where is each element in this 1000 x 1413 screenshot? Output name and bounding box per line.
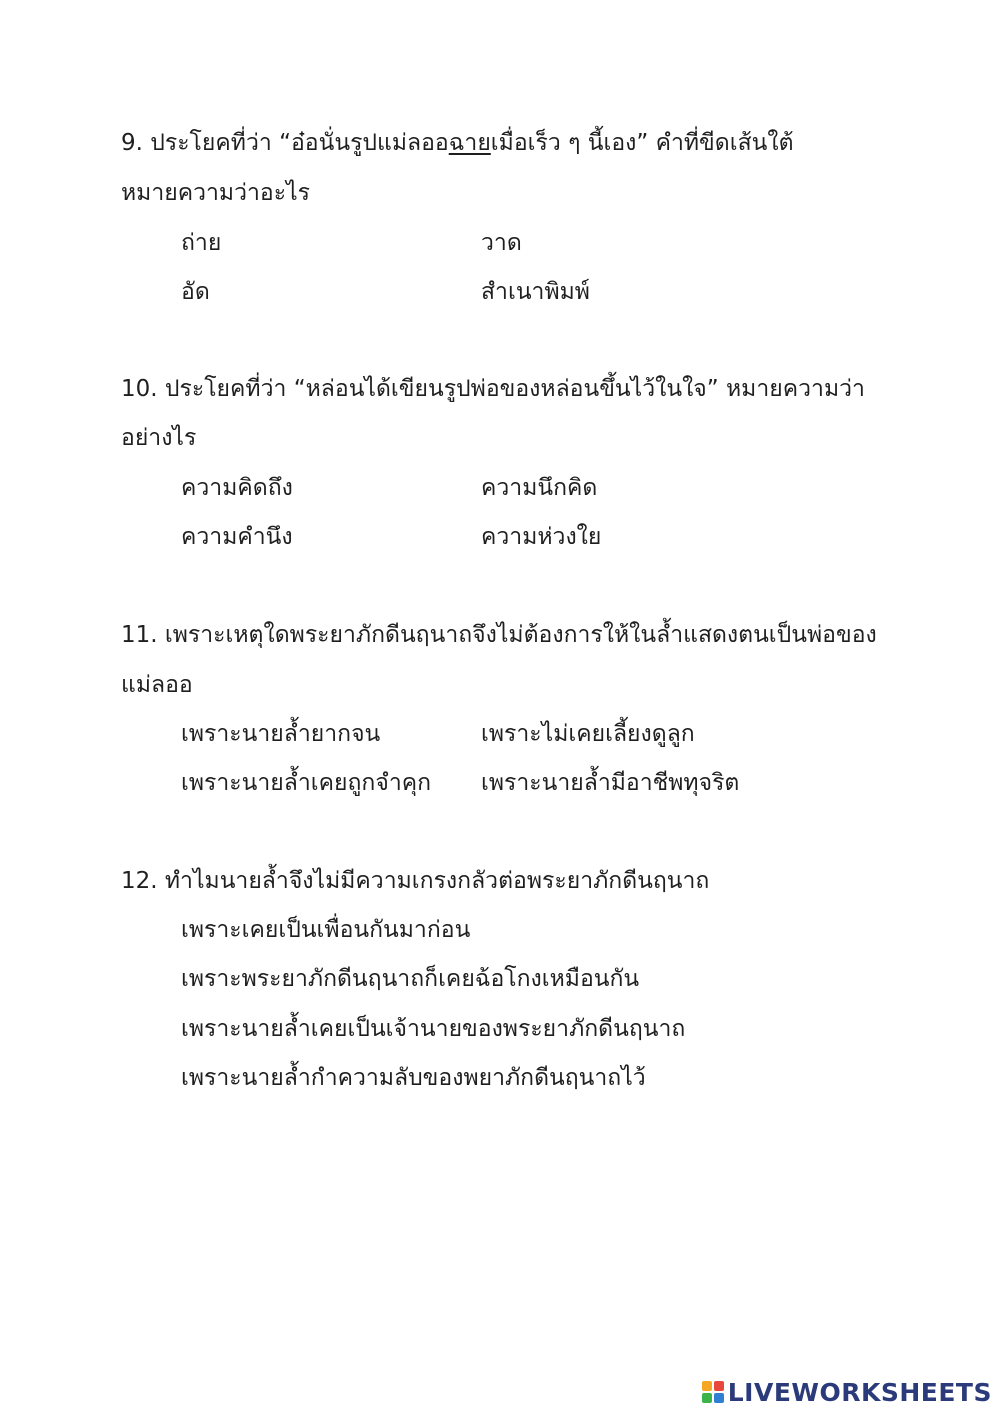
question-11-stem-line2: แม่ลออ xyxy=(121,672,193,698)
question-11-stem-line1: 11. เพราะเหตุใดพระยาภักดีนฤนาถจึงไม่ต้องการให้ในล้ำแสดงตนเป็นพ่อของ xyxy=(121,622,877,648)
q9-option-2: วาด xyxy=(481,230,522,256)
q9-option-4: สำเนาพิมพ์ xyxy=(481,279,590,305)
q9-stem-pre: 9. ประโยคที่ว่า “อ๋อนั่นรูปแม่ลออ xyxy=(121,130,449,156)
q11-option-4: เพราะนายล้ำมีอาชีพทุจริต xyxy=(481,770,740,796)
q9-option-1: ถ่าย xyxy=(181,230,222,256)
q10-option-3: ความคำนึง xyxy=(181,524,293,550)
q12-option-1: เพราะเคยเป็นเพื่อนกันมาก่อน xyxy=(181,917,471,943)
question-10-stem-line2: อย่างไร xyxy=(121,425,197,451)
liveworksheets-brand[interactable] xyxy=(702,1377,992,1407)
q12-option-2: เพราะพระยาภักดีนฤนาถก็เคยฉ้อโกงเหมือนกัน xyxy=(181,966,640,992)
logo-tile-3 xyxy=(702,1393,712,1403)
q12-option-3: เพราะนายล้ำเคยเป็นเจ้านายของพระยาภักดีนฤนาถ xyxy=(181,1016,686,1042)
q9-stem-post: เมื่อเร็ว ๆ นี้เอง” คำที่ขีดเส้นใต้ xyxy=(490,130,794,156)
q10-option-1: ความคิดถึง xyxy=(181,475,293,501)
q10-option-4: ความห่วงใย xyxy=(481,524,602,550)
question-9-stem-line1 xyxy=(121,127,794,159)
q11-option-2: เพราะไม่เคยเลี้ยงดูลูก xyxy=(481,721,695,747)
q12-option-4: เพราะนายล้ำกำความลับของพยาภักดีนฤนาถไว้ xyxy=(181,1065,646,1091)
q9-option-3: อัด xyxy=(181,279,210,305)
q9-underlined-word: ฉาย xyxy=(448,130,491,156)
liveworksheets-logo-icon xyxy=(702,1381,724,1403)
logo-tile-4 xyxy=(714,1393,724,1403)
brand-wordmark: LIVEWORKSHEETS xyxy=(727,1377,992,1407)
question-12-stem-line1: 12. ทำไมนายล้ำจึงไม่มีความเกรงกลัวต่อพระยาภักดีนฤนาถ xyxy=(121,868,710,894)
logo-tile-2 xyxy=(714,1381,724,1391)
question-10-stem-line1: 10. ประโยคที่ว่า “หล่อนได้เขียนรูปพ่อของหล่อนขึ้นไว้ในใจ” หมายความว่า xyxy=(121,376,865,402)
question-9-stem-line2: หมายความว่าอะไร xyxy=(121,180,311,206)
logo-tile-1 xyxy=(702,1381,712,1391)
q10-option-2: ความนึกคิด xyxy=(481,475,598,501)
q11-option-1: เพราะนายล้ำยากจน xyxy=(181,721,381,747)
q11-option-3: เพราะนายล้ำเคยถูกจำคุก xyxy=(181,770,432,796)
